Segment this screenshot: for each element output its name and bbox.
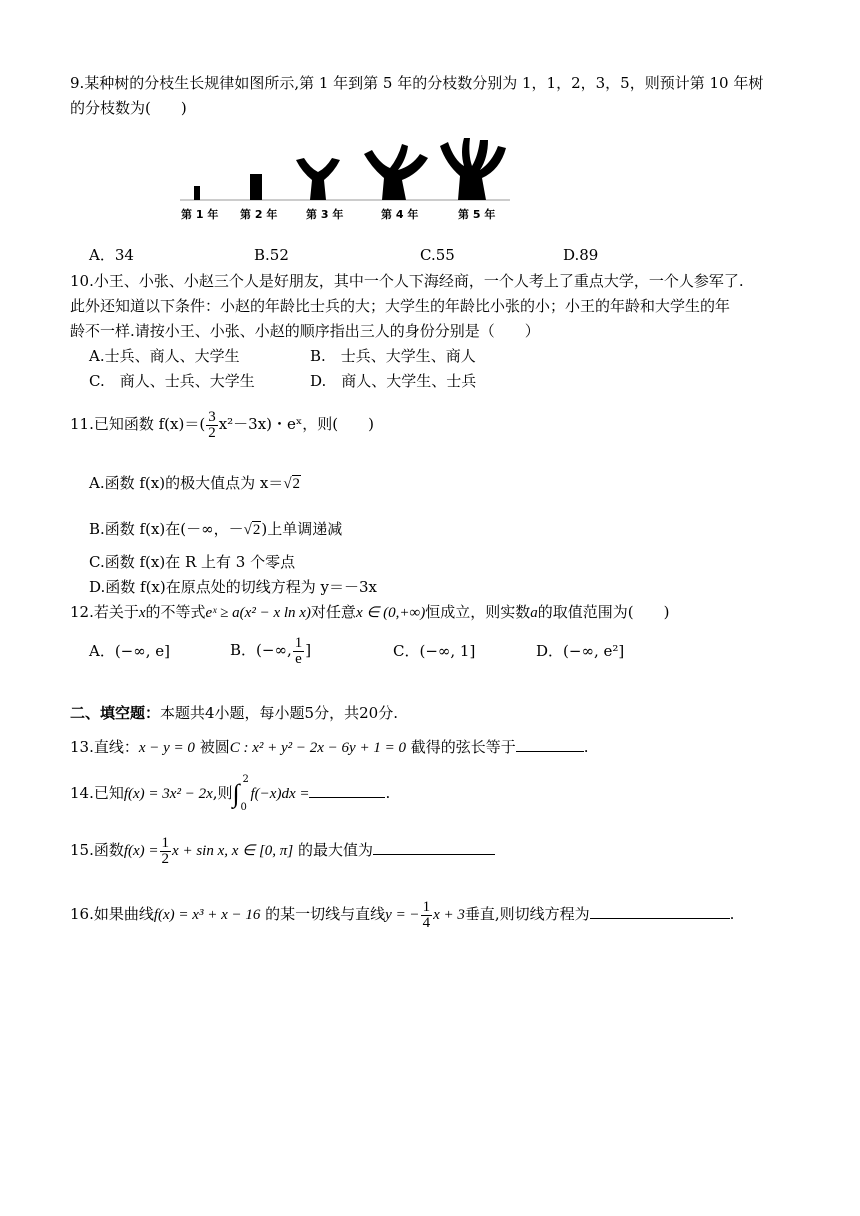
q13-mid: 被圆 [199, 738, 230, 756]
q15-prefix: 15.函数 [70, 841, 124, 859]
q13-suffix: 截得的弦长等于 [410, 738, 516, 756]
q11-optA-radicand: 2 [292, 476, 301, 492]
q16-line-pre: y = − [385, 907, 420, 923]
q14-stem [70, 776, 390, 811]
year-label-2: 第 2 年 [240, 208, 278, 221]
q15-fraction [160, 836, 172, 867]
section-title: 二、填空题： [70, 704, 161, 722]
q11-option-d[interactable]: D.函数 f(x)在原点处的切线方程为 y＝－3x [89, 578, 377, 596]
tree-year-4 [364, 144, 428, 200]
q14-prefix: 14.已知 [70, 784, 124, 802]
q10-line3: 龄不一样.请按小王、小张、小赵的顺序指出三人的身份分别是（ ） [70, 322, 540, 340]
q16-end: . [729, 905, 735, 923]
q16-mid: 的某一切线与直线 [265, 905, 386, 923]
q12-stem [70, 601, 669, 624]
q12-inequality: eˣ ≥ a(x² − x ln x) [205, 605, 311, 621]
q12-mid2: 对任意 [310, 603, 356, 621]
q12-optB-fraction [293, 636, 305, 667]
q11-option-a[interactable] [89, 472, 301, 495]
q12-a: a [530, 605, 538, 621]
q16-curve: f(x) = x³ + x − 16 [153, 907, 261, 923]
q16-frac-num: 1 [422, 898, 431, 915]
section-desc: 本题共4小题，每小题5分，共20分. [160, 704, 398, 722]
q12-option-b[interactable] [230, 630, 311, 670]
q16-stem [70, 894, 734, 935]
q9-option-d[interactable]: D.89 [563, 246, 599, 264]
tree-growth-figure [170, 132, 530, 207]
q12-mid1: 的不等式 [145, 603, 206, 621]
q16-suffix: 垂直,则切线方程为 [464, 905, 590, 923]
q10-option-c[interactable]: C. 商人、士兵、大学生 [89, 372, 255, 390]
q14-integrand: f(−x)dx = [250, 786, 310, 802]
q16-prefix: 16.如果曲线 [70, 905, 154, 923]
q12-option-a[interactable]: A．(−∞, e] [89, 642, 171, 660]
q13-answer-blank[interactable] [516, 737, 584, 752]
q11-optB-text: B.函数 f(x)在(－∞，－ [89, 520, 244, 538]
q9-line2: 的分枝数为( ) [70, 99, 187, 117]
q11-option-b[interactable] [89, 518, 342, 541]
section-heading [70, 702, 398, 724]
q13-end: . [583, 738, 589, 756]
q12-prefix: 12.若关于 [70, 603, 139, 621]
q14-integral [232, 774, 251, 813]
q15-frac-num: 1 [161, 834, 170, 851]
q15-answer-blank[interactable] [373, 840, 495, 855]
tree-year-1 [194, 186, 200, 200]
q14-end: . [385, 784, 391, 802]
q14-answer-blank[interactable] [309, 783, 385, 798]
q14-mid: ,则 [212, 784, 233, 802]
q11-frac-num: 3 [208, 408, 216, 425]
q16-answer-blank[interactable] [590, 904, 730, 919]
q10-option-a[interactable]: A.士兵、商人、大学生 [89, 347, 240, 365]
tree-year-2 [250, 174, 262, 200]
tree-year-3 [296, 158, 340, 200]
q16-line-post: x + 3 [433, 907, 465, 923]
q12-optB-num: 1 [294, 634, 303, 651]
q11-stem [70, 406, 374, 442]
q16-fraction [421, 900, 433, 931]
year-label-3: 第 3 年 [306, 208, 344, 221]
q11-optB-sqrt [244, 521, 262, 538]
year-label-4: 第 4 年 [381, 208, 419, 221]
q12-mid3: 恒成立，则实数 [425, 603, 531, 621]
q15-suffix: 的最大值为 [297, 841, 373, 859]
q11-option-c[interactable]: C.函数 f(x)在 R 上有 3 个零点 [89, 553, 296, 571]
q10-line2: 此外还知道以下条件：小赵的年龄比士兵的大；大学生的年龄比小张的小；小王的年龄和大学生的年 [70, 297, 731, 315]
q15-frac-den: 2 [161, 850, 170, 867]
q11-frac-den: 2 [208, 424, 216, 441]
q9-option-c[interactable]: C.55 [420, 246, 455, 264]
q12-option-c[interactable]: C．(−∞, 1] [393, 642, 476, 660]
integral-sign: ∫ [232, 779, 240, 808]
q14-func: f(x) = 3x² − 2x [123, 786, 213, 802]
q15-f: f(x) = [123, 843, 159, 859]
q13-circle-eq: C : x² + y² − 2x − 6y + 1 = 0 [229, 740, 406, 756]
sqrt-sign: √ [243, 522, 252, 538]
q14-lower-limit: 0 [240, 802, 247, 813]
q11-fraction [206, 410, 218, 441]
q12-optB-den: e [295, 650, 302, 667]
q11-suffix: x²－3x)・eˣ，则( ) [218, 415, 374, 433]
q11-optB-suffix: )上单调递减 [261, 520, 343, 538]
sqrt-sign: √ [283, 476, 292, 492]
q11-prefix: 11.已知函数 f(x)＝( [70, 415, 206, 433]
q12-suffix: 的取值范围为( ) [537, 603, 670, 621]
q12-optB-prefix: B．(−∞, [230, 641, 292, 659]
q15-stem [70, 830, 495, 871]
q12-option-d[interactable]: D．(−∞, e²] [536, 642, 625, 660]
year-label-1: 第 1 年 [181, 208, 219, 221]
q9-line1: 9.某种树的分枝生长规律如图所示,第 1 年到第 5 年的分枝数分别为 1，1，2，3，5，则预计第 10 年树 [70, 74, 764, 92]
q12-domain: x ∈ (0,+∞) [355, 605, 426, 621]
q11-optB-radicand: 2 [252, 522, 261, 538]
q10-option-d[interactable]: D. 商人、大学生、士兵 [310, 372, 477, 390]
q9-option-a[interactable]: A．34 [89, 246, 134, 264]
q9-option-b[interactable]: B.52 [254, 246, 289, 264]
q13-line-eq: x − y = 0 [138, 740, 195, 756]
q15-rest: x + sin x, x ∈ [0, π] [172, 843, 294, 859]
q16-frac-den: 4 [422, 914, 431, 931]
q12-optB-suffix: ] [305, 641, 312, 659]
q14-upper-limit: 2 [242, 774, 249, 785]
q12-x: x [138, 605, 146, 621]
q10-line1: 10.小王、小张、小赵三个人是好朋友，其中一个人下海经商，一个人考上了重点大学，一个人参军了. [70, 272, 744, 290]
q13-prefix: 13.直线： [70, 738, 139, 756]
q10-option-b[interactable]: B. 士兵、大学生、商人 [310, 347, 476, 365]
tree-year-5 [440, 138, 506, 200]
q11-optA-text: A.函数 f(x)的极大值点为 x＝ [89, 474, 284, 492]
q11-optA-sqrt [283, 475, 301, 492]
year-label-5: 第 5 年 [458, 208, 496, 221]
q13-stem [70, 736, 589, 759]
